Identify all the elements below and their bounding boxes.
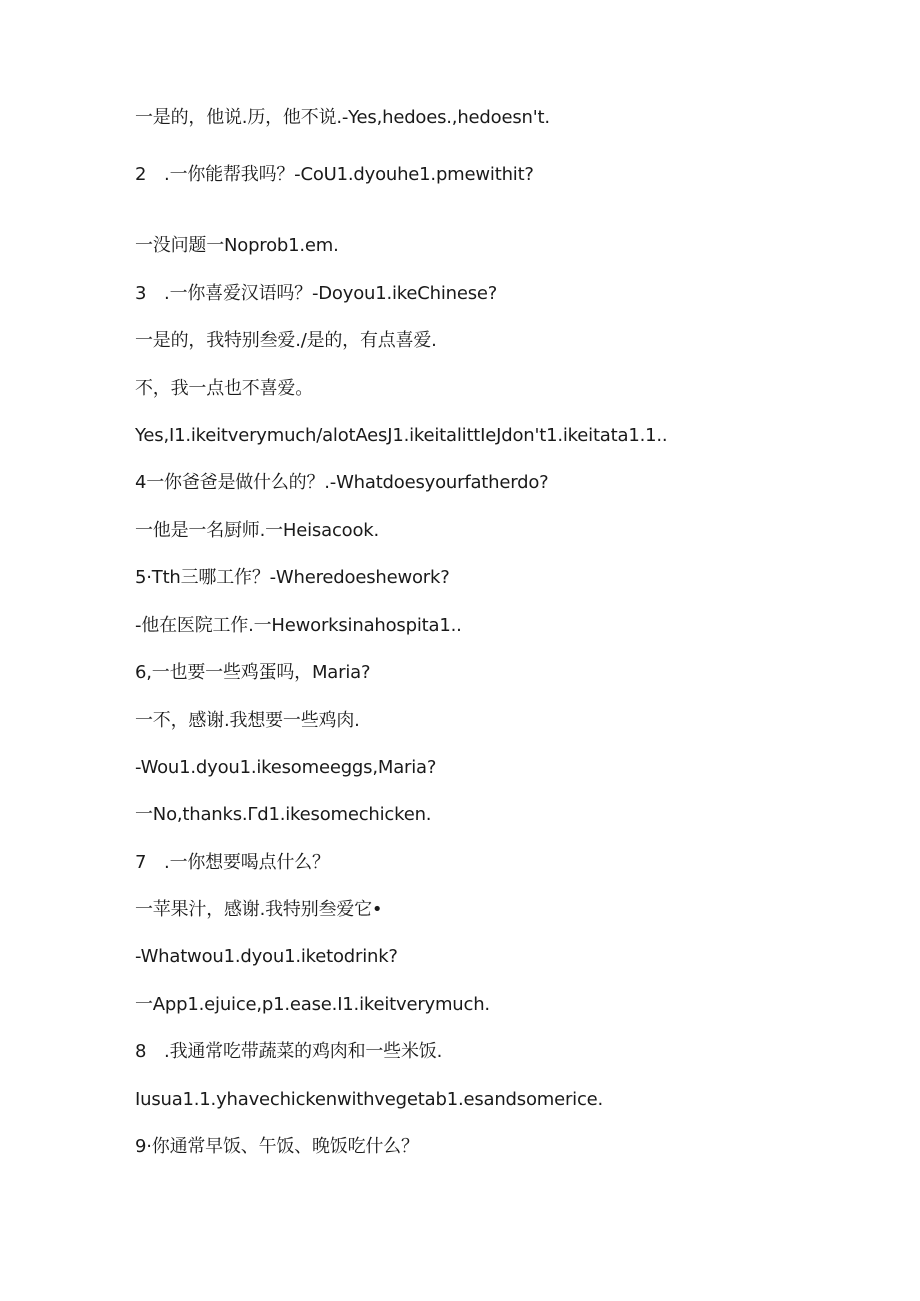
text-line: 一No,thanks.Γd1.ikesomechicken. (135, 804, 432, 825)
text-line: 6,一也要一些鸡蛋吗，Maria? (135, 662, 371, 683)
text-line: -他在医院工作.一Heworksinahospita1.. (135, 615, 462, 636)
text-line: 8 .我通常吃带蔬菜的鸡肉和一些米饭. (135, 1041, 443, 1062)
text-line: 7 .一你想要喝点什么？ (135, 852, 330, 873)
text-line: -Whatwou1.dyou1.iketodrink? (135, 946, 398, 967)
text-line: 一是的，他说.历，他不说.-Yes,hedoes.,hedoesn't. (135, 107, 550, 128)
text-line: 一没问题一Noprob1.em. (135, 235, 339, 256)
text-line: 5·Tth三哪工作？-Wheredoeshework? (135, 567, 450, 588)
text-line: 不，我一点也不喜爱。 (135, 378, 313, 399)
text-line: 9·你通常早饭、午饭、晚饭吃什么？ (135, 1136, 419, 1157)
text-line: 一不，感谢.我想要一些鸡肉. (135, 710, 360, 731)
text-line: 一App1.ejuice,p1.ease.I1.ikeitverymuch. (135, 994, 490, 1015)
text-line: 2 .一你能帮我吗？-CoU1.dyouhe1.pmewithit? (135, 164, 534, 185)
text-line: 4一你爸爸是做什么的？.-Whatdoesyourfatherdo? (135, 472, 549, 493)
text-line: 一是的，我特别叁爱./是的，有点喜爱. (135, 330, 437, 351)
text-line: 3 .一你喜爱汉语吗？-Doyou1.ikeChinese? (135, 283, 498, 304)
text-line: Yes,I1.ikeitverymuch/alotAesJ1.ikeitalittIeJdon't1.ikeitata1.1.. (135, 425, 668, 446)
text-line: Iusua1.1.yhavechickenwithvegetab1.esandsomerice. (135, 1089, 604, 1110)
text-line: 一苹果汁，感谢.我特别叁爱它• (135, 899, 383, 920)
text-line: 一他是一名厨师.一Heisacook. (135, 520, 380, 541)
text-line: -Wou1.dyou1.ikesomeeggs,Maria? (135, 757, 437, 778)
